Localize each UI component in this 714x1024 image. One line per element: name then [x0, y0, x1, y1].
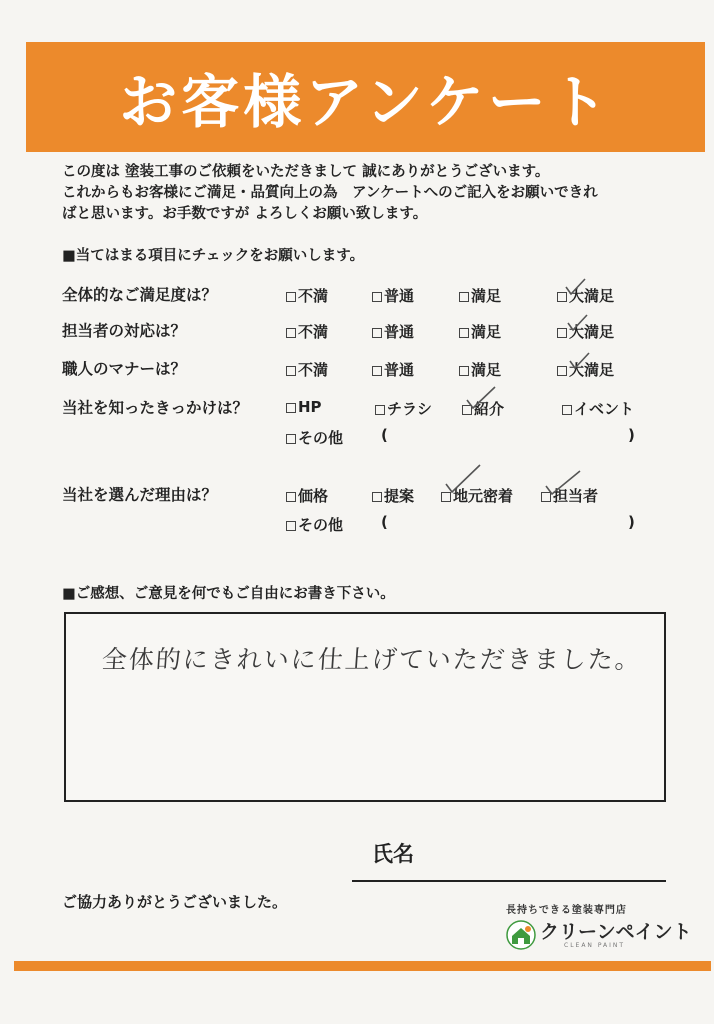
thanks-text: ご協力ありがとうございました。	[62, 893, 288, 911]
other-input-open[interactable]: (	[381, 426, 388, 444]
checkbox-icon[interactable]	[459, 366, 469, 376]
option-checkbox[interactable]: 価格	[286, 485, 328, 506]
checkmark-icon	[567, 350, 593, 372]
option-checkbox-other[interactable]: その他	[286, 427, 343, 448]
company-brand-sub: CLEAN PAINT	[564, 941, 626, 949]
title-banner	[26, 42, 705, 152]
option-checkbox-checked[interactable]: 大満足	[557, 285, 614, 306]
checkbox-icon[interactable]	[286, 403, 296, 413]
checkbox-icon[interactable]	[286, 366, 296, 376]
intro-line: この度は 塗装工事のご依頼をいただきまして 誠にありがとうございます。	[62, 164, 550, 180]
comment-handwritten-text: 全体的にきれいに仕上げていただきました。	[100, 645, 643, 674]
question-reason-label: 当社を選んだ理由は？	[62, 486, 218, 504]
checkbox-icon[interactable]	[286, 492, 296, 502]
checkbox-icon[interactable]	[372, 292, 382, 302]
checkbox-icon[interactable]	[286, 434, 296, 444]
option-checkbox[interactable]: チラシ	[375, 398, 432, 419]
option-checkbox-checked[interactable]: 担当者	[541, 485, 598, 506]
intro-line: ばと思います。お手数ですが よろしくお願い致します。	[62, 206, 428, 222]
checkmark-icon	[565, 312, 591, 334]
checkbox-icon[interactable]	[375, 405, 385, 415]
option-checkbox[interactable]: 提案	[372, 485, 414, 506]
option-checkbox[interactable]: 不満	[286, 321, 328, 342]
option-checkbox-checked[interactable]: 地元密着	[441, 485, 513, 506]
section-heading-checklist: ■当てはまる項目にチェックをお願いします。	[62, 248, 365, 264]
checkbox-icon[interactable]	[459, 292, 469, 302]
company-brand-name: クリーンペイント	[540, 920, 692, 943]
checkbox-icon[interactable]	[372, 328, 382, 338]
question-manners-label: 職人のマナーは？	[62, 360, 187, 378]
option-checkbox[interactable]: イベント	[562, 398, 634, 419]
checkbox-icon[interactable]	[557, 366, 567, 376]
other-input-close: )	[628, 426, 635, 444]
intro-line: これからもお客様にご満足・品質向上の為 アンケートへのご記入をお願いできれ	[62, 185, 598, 201]
option-checkbox[interactable]: 満足	[459, 285, 501, 306]
checkbox-icon[interactable]	[459, 328, 469, 338]
option-checkbox-other[interactable]: その他	[286, 514, 343, 535]
checkbox-icon[interactable]	[562, 405, 572, 415]
option-checkbox[interactable]: 普通	[372, 285, 414, 306]
option-checkbox[interactable]: 普通	[372, 321, 414, 342]
intro-text	[62, 162, 692, 225]
option-checkbox-checked[interactable]: 紹介	[462, 398, 504, 419]
option-checkbox[interactable]: 普通	[372, 359, 414, 380]
checkbox-icon[interactable]	[372, 492, 382, 502]
option-checkbox[interactable]: HP	[286, 398, 322, 416]
company-logo	[506, 920, 692, 950]
name-field-label: 氏名	[372, 842, 414, 866]
question-overall-label: 全体的なご満足度は？	[62, 286, 218, 304]
checkbox-icon[interactable]	[372, 366, 382, 376]
option-checkbox[interactable]: 不満	[286, 359, 328, 380]
section-heading-comments: ■ご感想、ご意見を何でもご自由にお書き下さい。	[62, 586, 395, 602]
option-checkbox[interactable]: 満足	[459, 359, 501, 380]
house-logo-icon	[506, 920, 536, 950]
checkmark-icon	[443, 462, 483, 496]
page-title: お客様アンケート	[119, 68, 612, 136]
checkbox-icon[interactable]	[286, 292, 296, 302]
checkmark-icon	[563, 276, 589, 298]
checkbox-icon[interactable]	[286, 328, 296, 338]
option-checkbox-checked[interactable]: 大満足	[557, 321, 614, 342]
other-input-open[interactable]: (	[381, 513, 388, 531]
comment-textarea[interactable]	[64, 612, 666, 802]
other-input-close: )	[628, 513, 635, 531]
option-checkbox[interactable]: 不満	[286, 285, 328, 306]
company-tagline: 長持ちできる塗装専門店	[506, 905, 627, 916]
name-field-line[interactable]	[352, 880, 666, 882]
bottom-accent-bar	[14, 961, 711, 971]
checkbox-icon[interactable]	[286, 521, 296, 531]
question-source-label: 当社を知ったきっかけは？	[62, 399, 249, 417]
checkmark-icon	[464, 384, 498, 412]
question-staff-label: 担当者の対応は？	[62, 322, 187, 340]
option-checkbox[interactable]: 満足	[459, 321, 501, 342]
option-checkbox-checked[interactable]: 大満足	[557, 359, 614, 380]
checkmark-icon	[543, 468, 583, 498]
